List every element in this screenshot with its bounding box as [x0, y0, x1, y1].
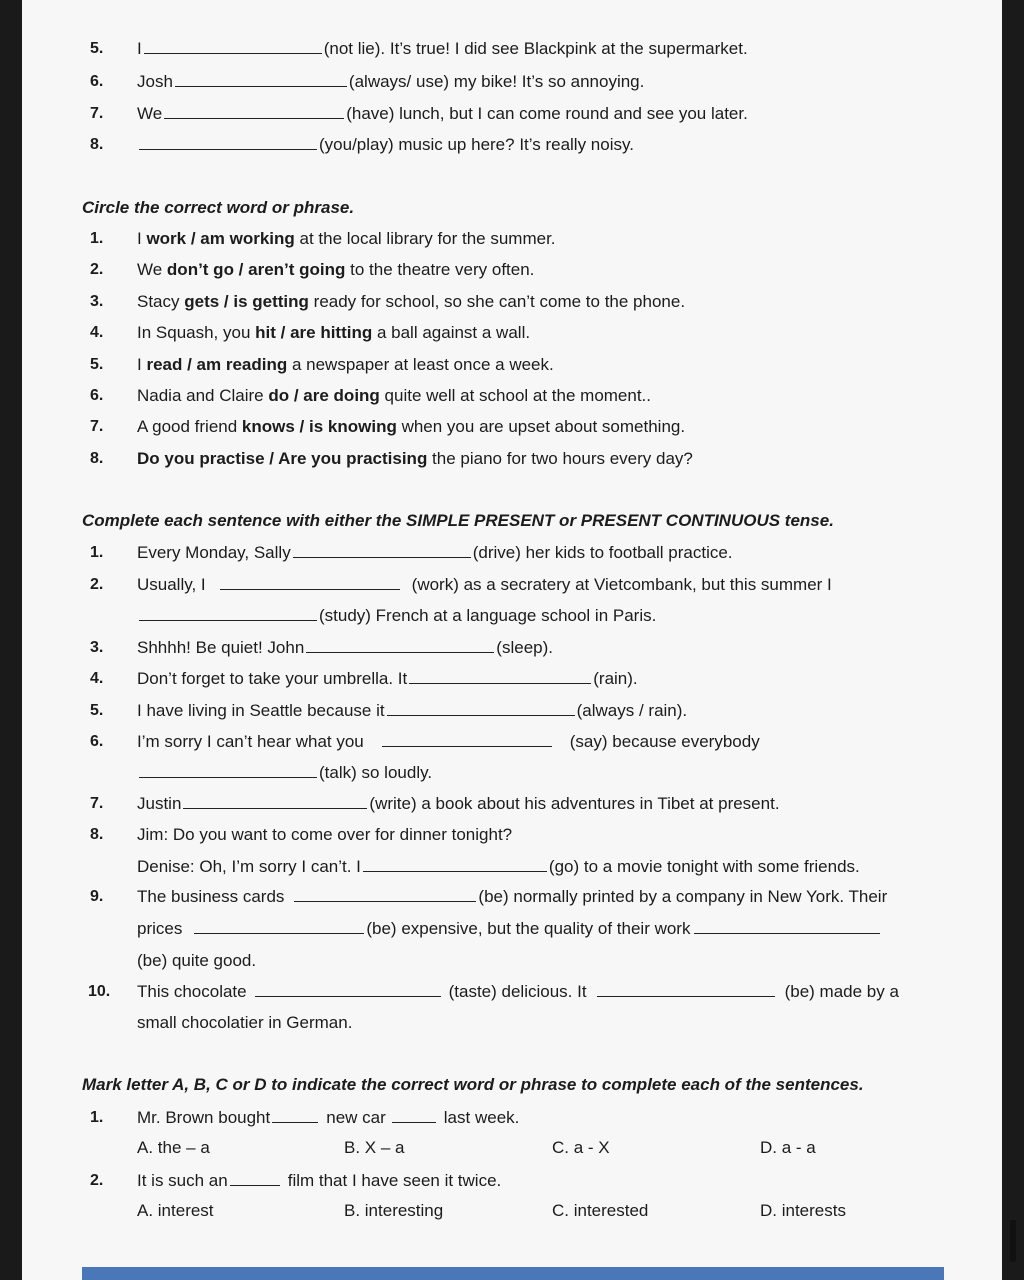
choice-text[interactable]: hit / are hitting: [255, 323, 373, 342]
sentence-text: A good friend: [137, 417, 242, 436]
answer-blank[interactable]: [293, 543, 471, 558]
answer-blank[interactable]: [272, 1108, 318, 1123]
sentence-text: prices: [137, 919, 183, 938]
sentence-text: (rain).: [593, 669, 638, 688]
answer-blank[interactable]: [392, 1108, 436, 1123]
circle-item: [137, 228, 556, 250]
choice-text[interactable]: don’t go / aren’t going: [166, 260, 346, 279]
sentence-line: [137, 605, 656, 627]
question-line: [137, 1170, 501, 1192]
answer-blank[interactable]: [294, 887, 476, 902]
option-b[interactable]: B. X – a: [344, 1138, 405, 1157]
sentence-text: Shhhh! Be quiet! John: [137, 638, 305, 657]
choice-text[interactable]: read / am reading: [146, 355, 288, 374]
answer-blank[interactable]: [139, 763, 317, 778]
item-number: 6.: [90, 387, 104, 404]
option-a[interactable]: A. the – a: [137, 1138, 210, 1157]
circle-item: [137, 259, 534, 281]
answer-blank[interactable]: [230, 1171, 280, 1186]
sentence-text: (be) made by a: [784, 982, 899, 1001]
sentence-line: [137, 668, 638, 690]
sentence-text: (work) as a secratery at Vietcombank, but this summer I: [411, 575, 832, 594]
sentence-text: We: [137, 104, 163, 123]
item-number: 9.: [90, 888, 104, 905]
sentence-line: [137, 762, 432, 784]
answer-blank[interactable]: [183, 794, 367, 809]
sentence-line: [137, 542, 733, 564]
circle-item: [137, 385, 651, 407]
sentence-text: Josh: [137, 72, 173, 91]
sentence-text: (write) a book about his adventures in Tibet at present.: [369, 794, 780, 813]
answer-blank[interactable]: [387, 701, 575, 716]
sentence-text: (study) French at a language school in Paris.: [319, 606, 657, 625]
item-number: 4.: [90, 324, 104, 341]
item-number: 3.: [90, 639, 104, 656]
answer-blank[interactable]: [144, 39, 322, 54]
section-heading: Mark letter A, B, C or D to indicate the correct word or phrase to complete each of the sentences.: [82, 1075, 864, 1094]
sentence-text: (go) to a movie tonight with some friends.: [548, 857, 860, 876]
sentence-line: small chocolatier in German.: [137, 1013, 353, 1032]
sentence-text: Usually, I: [137, 575, 206, 594]
sentence-text: I’m sorry I can’t hear what you: [137, 732, 364, 751]
choice-text[interactable]: Do you practise / Are you practising: [137, 449, 428, 468]
item-number: 5.: [90, 356, 104, 373]
circle-item: [137, 448, 693, 470]
sentence-line: [137, 731, 760, 753]
sentence-text: film that I have seen it twice.: [287, 1171, 502, 1190]
sentence-text: I: [137, 39, 142, 58]
answer-blank[interactable]: [139, 135, 317, 150]
sentence-line: [137, 824, 512, 846]
sentence-text: Nadia and Claire: [137, 386, 269, 405]
sentence-text: a newspaper at least once a week.: [287, 355, 554, 374]
sentence-text: when you are upset about something.: [396, 417, 686, 436]
sentence-text: (always/ use) my bike! It’s so annoying.: [348, 72, 645, 91]
sentence-text: (be) normally printed by a company in New York. Their: [478, 887, 888, 906]
item-number: 3.: [90, 293, 104, 310]
item-number: 5.: [90, 702, 104, 719]
sentence-text: Denise: Oh, I’m sorry I can’t. I: [137, 857, 361, 876]
sentence-text: (not lie). It’s true! I did see Blackpink at the supermarket.: [323, 39, 748, 58]
circle-item: [137, 416, 685, 438]
item-number: 8.: [90, 450, 104, 467]
sentence-text: (drive) her kids to football practice.: [472, 543, 733, 562]
option-d[interactable]: D. interests: [760, 1201, 846, 1220]
item-number: 8.: [90, 826, 104, 843]
answer-blank[interactable]: [597, 982, 775, 997]
item-number: 8.: [90, 136, 104, 153]
sentence-line: [137, 38, 748, 60]
sentence-text: The business cards: [137, 887, 285, 906]
answer-blank[interactable]: [220, 575, 400, 590]
sentence-text: to the theatre very often.: [345, 260, 535, 279]
choice-text[interactable]: do / are doing: [268, 386, 380, 405]
answer-blank[interactable]: [363, 857, 547, 872]
item-number: 7.: [90, 795, 104, 812]
sentence-line: [137, 886, 887, 908]
item-number: 7.: [90, 418, 104, 435]
sentence-text: (always / rain).: [576, 701, 688, 720]
item-number: 6.: [90, 733, 104, 750]
circle-item: [137, 354, 554, 376]
item-number: 7.: [90, 105, 104, 122]
sentence-text: quite well at school at the moment..: [379, 386, 652, 405]
sentence-text: I: [137, 355, 147, 374]
sentence-text: a ball against a wall.: [372, 323, 531, 342]
option-d[interactable]: D. a - a: [760, 1138, 816, 1157]
sentence-text: (be) expensive, but the quality of their work: [366, 919, 691, 938]
sentence-text: (talk) so loudly.: [319, 763, 433, 782]
section-heading: Complete each sentence with either the SIMPLE PRESENT or PRESENT CONTINUOUS tense.: [82, 511, 834, 530]
answer-blank[interactable]: [175, 72, 347, 87]
sentence-line: [137, 793, 780, 815]
sentence-text: new car: [326, 1108, 386, 1127]
sentence-text: (sleep).: [496, 638, 553, 657]
sentence-line: [137, 103, 748, 125]
item-number: 2.: [90, 261, 104, 278]
answer-blank[interactable]: [194, 919, 364, 934]
item-number: 4.: [90, 670, 104, 687]
sentence-text: (taste) delicious. It: [448, 982, 587, 1001]
sentence-text: This chocolate: [137, 982, 247, 1001]
sentence-text: last week.: [443, 1108, 520, 1127]
sentence-text: at the local library for the summer.: [294, 229, 556, 248]
option-a[interactable]: A. interest: [137, 1201, 214, 1220]
sentence-line: [137, 134, 634, 156]
sentence-text: Jim: Do you want to come over for dinner tonight?: [137, 825, 513, 844]
sentence-text: Every Monday, Sally: [137, 543, 291, 562]
sentence-text: ready for school, so she can’t come to the phone.: [308, 292, 686, 311]
item-number: 2.: [90, 1172, 104, 1189]
worksheet-page: [22, 0, 1002, 1280]
sentence-text: I have living in Seattle because it: [137, 701, 385, 720]
item-number: 2.: [90, 576, 104, 593]
sentence-text: (say) because everybody: [569, 732, 760, 751]
sentence-text: We: [137, 260, 167, 279]
sentence-line: [137, 981, 899, 1003]
item-number: 1.: [90, 544, 104, 561]
sentence-line: [137, 700, 687, 722]
option-c[interactable]: C. interested: [552, 1201, 649, 1220]
sentence-line: [137, 574, 832, 596]
answer-blank[interactable]: [139, 606, 317, 621]
scroll-edge-mark: [1010, 1220, 1016, 1262]
circle-item: [137, 291, 685, 313]
choice-text[interactable]: knows / is knowing: [241, 417, 397, 436]
item-number: 1.: [90, 1109, 104, 1126]
item-number: 10.: [88, 983, 111, 1000]
sentence-text: In Squash, you: [137, 323, 256, 342]
answer-blank[interactable]: [382, 732, 552, 747]
sentence-text: Stacy: [137, 292, 185, 311]
sentence-text: I: [137, 229, 147, 248]
option-b[interactable]: B. interesting: [344, 1201, 444, 1220]
item-number: 1.: [90, 230, 104, 247]
sentence-line: [137, 71, 644, 93]
answer-blank[interactable]: [409, 669, 591, 684]
question-line: [137, 1107, 519, 1129]
sentence-text: Mr. Brown bought: [137, 1108, 271, 1127]
answer-blank[interactable]: [255, 982, 441, 997]
section-heading: Circle the correct word or phrase.: [82, 198, 355, 217]
sentence-text: the piano for two hours every day?: [427, 449, 693, 468]
answer-blank[interactable]: [306, 638, 494, 653]
sentence-line: (be) quite good.: [137, 951, 257, 970]
item-number: 6.: [90, 73, 104, 90]
option-c[interactable]: C. a - X: [552, 1138, 610, 1157]
choice-text[interactable]: work / am working: [146, 229, 295, 248]
sentence-line: [137, 918, 882, 940]
sentence-text: Justin: [137, 794, 182, 813]
sentence-text: Don’t forget to take your umbrella. It: [137, 669, 408, 688]
sentence-text: It is such an: [137, 1171, 228, 1190]
circle-item: [137, 322, 530, 344]
item-number: 5.: [90, 40, 104, 57]
sentence-line: [137, 856, 860, 878]
answer-blank[interactable]: [694, 919, 880, 934]
choice-text[interactable]: gets / is getting: [184, 292, 309, 311]
footer-rule: [82, 1267, 944, 1280]
sentence-text: (have) lunch, but I can come round and see you later.: [346, 104, 748, 123]
sentence-line: [137, 637, 553, 659]
answer-blank[interactable]: [164, 104, 344, 119]
sentence-text: (you/play) music up here? It’s really noisy.: [319, 135, 634, 154]
